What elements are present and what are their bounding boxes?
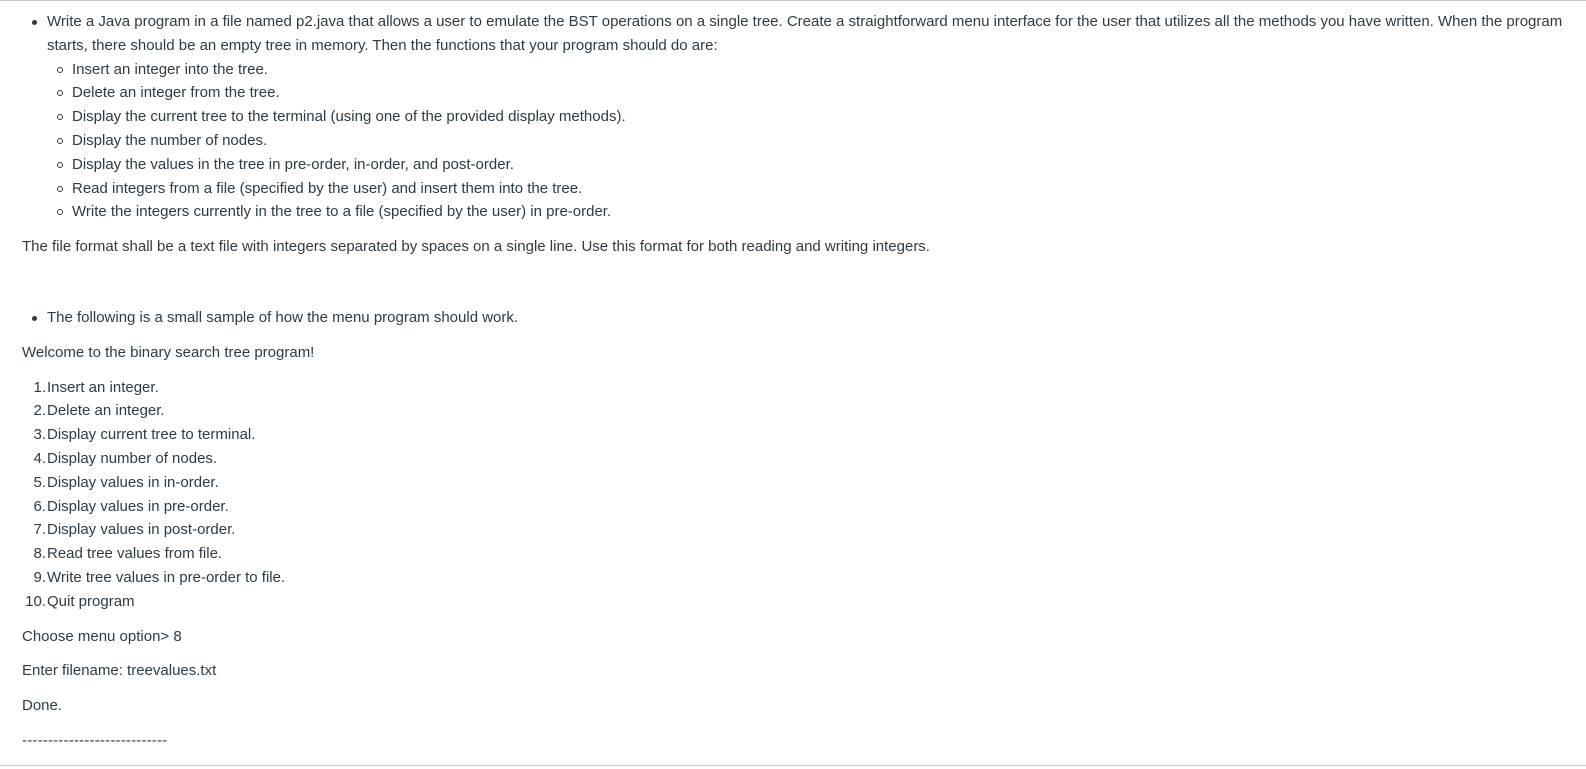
menu-list <box>22 376 1582 614</box>
function-item: Write the integers currently in the tree to a file (specified by the user) in pre-order. <box>72 200 1582 224</box>
enter-filename-text: Enter filename: treevalues.txt <box>22 662 217 680</box>
assignment-content <box>22 10 1582 753</box>
menu-item-label: Display values in pre-order. <box>47 497 229 515</box>
menu-item-number: 6. <box>33 497 46 515</box>
menu-item <box>33 376 1582 400</box>
menu-item <box>33 566 1582 590</box>
function-list <box>47 58 1582 225</box>
function-item: Read integers from a file (specified by the user) and insert them into the tree. <box>72 177 1582 201</box>
menu-item <box>33 447 1582 471</box>
menu-item-label: Read tree values from file. <box>47 545 223 563</box>
function-item: Display the current tree to the terminal (using one of the provided display methods). <box>72 105 1582 129</box>
menu-item-number: 7. <box>33 521 46 539</box>
task-description: Write a Java program in a file named p2.java that allows a user to emulate the BST operations on a single tree. Create a straightforward menu interface for the user that utilizes all the methods you have written. When the program starts, there should be an empty tree in memory. Then the functions that your program should do are: <box>47 13 1563 54</box>
done-text: Done. <box>22 697 63 715</box>
menu-item <box>33 518 1582 542</box>
function-item: Delete an integer from the tree. <box>72 81 1582 105</box>
menu-item-label: Display values in post-order. <box>47 521 236 539</box>
menu-item-number: 3. <box>33 426 46 444</box>
menu-item-label: Delete an integer. <box>47 402 165 420</box>
menu-item-number: 1. <box>33 378 46 396</box>
menu-item <box>33 423 1582 447</box>
menu-item-number: 8. <box>33 545 46 563</box>
menu-item-number: 9. <box>33 568 46 586</box>
menu-item <box>33 471 1582 495</box>
separator-line: ---------------------------- <box>22 731 168 749</box>
menu-item <box>33 495 1582 519</box>
function-item: Display the number of nodes. <box>72 129 1582 153</box>
file-format-paragraph: The file format shall be a text file with integers separated by spaces on a single line. Use this format for both reading and writing integers. <box>22 238 930 256</box>
menu-item-label: Write tree values in pre-order to file. <box>47 568 286 586</box>
menu-item-number: 10. <box>25 592 46 610</box>
menu-item <box>33 399 1582 423</box>
welcome-text: Welcome to the binary search tree program! <box>22 343 315 361</box>
menu-item <box>25 590 1582 614</box>
menu-item-number: 4. <box>33 449 46 467</box>
sample-bullet: The following is a small sample of how the menu program should work. <box>47 306 1582 330</box>
function-item: Display the values in the tree in pre-order, in-order, and post-order. <box>72 153 1582 177</box>
choose-option-text: Choose menu option> 8 <box>22 627 182 645</box>
function-item: Insert an integer into the tree. <box>72 58 1582 82</box>
menu-item-label: Insert an integer. <box>47 378 159 396</box>
menu-item-number: 5. <box>33 473 46 491</box>
sample-bullet-list <box>22 306 1582 330</box>
task-bullet-list <box>22 10 1582 224</box>
menu-item-label: Quit program <box>47 592 135 610</box>
menu-item-label: Display values in in-order. <box>47 473 219 491</box>
menu-item-number: 2. <box>33 402 46 420</box>
menu-item <box>33 542 1582 566</box>
menu-item-label: Display number of nodes. <box>47 449 218 467</box>
spacer <box>22 259 1582 306</box>
task-bullet <box>47 10 1582 224</box>
menu-item-label: Display current tree to terminal. <box>47 426 256 444</box>
